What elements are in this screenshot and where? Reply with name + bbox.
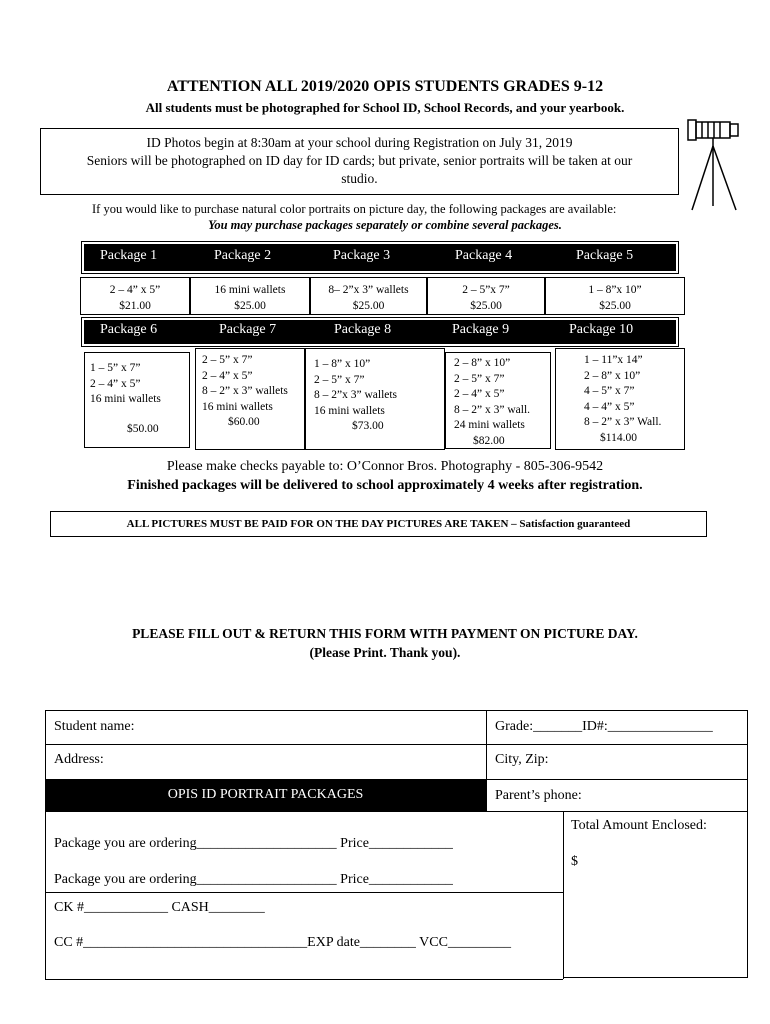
package-2-title: Package 2 <box>214 248 272 263</box>
package-10-line: 1 – 11”x 14” <box>584 354 643 366</box>
grade-id-field[interactable]: Grade:_______ID#:_______________ <box>495 719 713 734</box>
package-5-line: 1 – 8”x 10” <box>588 284 642 296</box>
check-cash-field[interactable]: CK #____________ CASH________ <box>54 900 265 915</box>
package-5-details <box>545 277 685 315</box>
credit-card-field[interactable]: CC #________________________________EXP date________ VCC_________ <box>54 935 511 950</box>
package-9-line: 2 – 4” x 5” <box>454 388 505 400</box>
student-name-field[interactable]: Student name: <box>54 719 135 734</box>
package-3-line: 8– 2”x 3” wallets <box>328 284 409 296</box>
purchase-note-combine: You may purchase packages separately or combine several packages. <box>208 218 562 232</box>
package-6-price: $50.00 <box>127 422 159 435</box>
package-4-title: Package 4 <box>455 248 513 263</box>
package-8-line: 1 – 8” x 10” <box>314 358 371 370</box>
package-6-line: 1 – 5” x 7” <box>90 362 141 374</box>
package-10-line: 4 – 4” x 5” <box>584 400 635 413</box>
package-10-price: $114.00 <box>600 431 637 444</box>
package-2-line: 16 mini wallets <box>214 284 286 296</box>
fill-out-instruction: PLEASE FILL OUT & RETURN THIS FORM WITH PAYMENT ON PICTURE DAY. <box>132 626 638 641</box>
package-order-field-1[interactable]: Package you are ordering____________________ Price____________ <box>54 836 453 851</box>
package-9-line: 24 mini wallets <box>454 419 525 431</box>
package-3-details <box>310 277 427 315</box>
package-1-title: Package 1 <box>100 248 158 263</box>
package-8-price: $73.00 <box>352 420 384 432</box>
package-2-details <box>190 277 310 315</box>
purchase-note: If you would like to purchase natural color portraits on picture day, the following packages are available: <box>92 202 617 216</box>
id-notice-line2: Seniors will be photographed on ID day for ID cards; but private, senior portraits will be taken at our <box>86 153 633 168</box>
package-7-line: 2 – 5” x 7” <box>202 354 253 366</box>
package-9-details <box>445 352 551 449</box>
package-10-title: Package 10 <box>569 322 634 337</box>
id-notice-line3: studio. <box>341 171 378 186</box>
package-header-row-1 <box>84 244 676 271</box>
city-zip-field[interactable]: City, Zip: <box>495 752 549 767</box>
package-1-details <box>80 277 190 315</box>
total-amount-label: Total Amount Enclosed: <box>571 818 707 833</box>
package-9-line: 2 – 5” x 7” <box>454 372 505 385</box>
package-8-line: 16 mini wallets <box>314 404 385 417</box>
package-8-line: 2 – 5” x 7” <box>314 373 365 386</box>
package-9-title: Package 9 <box>452 322 510 337</box>
camera-icon <box>684 114 744 214</box>
package-3-price: $25.00 <box>352 299 385 312</box>
package-3-title: Package 3 <box>333 248 391 263</box>
package-4-line: 2 – 5”x 7” <box>462 284 510 296</box>
package-7-line: 8 – 2” x 3” wallets <box>202 385 288 397</box>
order-form <box>45 710 748 980</box>
page-subtitle: All students must be photographed for School ID, School Records, and your yearbook. <box>145 100 625 115</box>
package-10-line: 4 – 5” x 7” <box>584 385 635 397</box>
package-2-price: $25.00 <box>234 299 266 312</box>
package-6-details <box>84 352 190 448</box>
package-7-price: $60.00 <box>228 416 260 428</box>
package-order-field-2[interactable]: Package you are ordering____________________ Price____________ <box>54 872 453 887</box>
package-9-line: 8 – 2” x 3” wall. <box>454 403 531 416</box>
package-4-details <box>427 277 545 315</box>
package-8-title: Package 8 <box>334 322 392 337</box>
delivery-note: Finished packages will be delivered to school approximately 4 weeks after registration. <box>127 478 643 493</box>
parents-phone-field[interactable]: Parent’s phone: <box>495 788 582 803</box>
address-field[interactable]: Address: <box>54 752 104 767</box>
package-7-title: Package 7 <box>219 322 277 337</box>
package-8-line: 8 – 2”x 3” wallets <box>314 389 398 401</box>
package-10-line: 2 – 8” x 10” <box>584 369 641 382</box>
payment-notice: ALL PICTURES MUST BE PAID FOR ON THE DAY PICTURES ARE TAKEN – Satisfaction guaranteed <box>50 511 707 537</box>
package-9-line: 2 – 8” x 10” <box>454 357 511 369</box>
package-10-line: 8 – 2” x 3” Wall. <box>584 416 662 428</box>
total-amount-field[interactable]: $ <box>571 854 578 869</box>
package-5-title: Package 5 <box>576 248 634 263</box>
package-7-details <box>195 348 305 450</box>
package-6-title: Package 6 <box>100 322 158 337</box>
package-9-price: $82.00 <box>473 434 505 447</box>
please-print-note: (Please Print. Thank you). <box>309 645 461 660</box>
packages-header-label: OPIS ID PORTRAIT PACKAGES <box>167 787 364 802</box>
package-7-line: 2 – 4” x 5” <box>202 369 253 382</box>
package-7-line: 16 mini wallets <box>202 400 273 413</box>
package-1-line: 2 – 4” x 5” <box>109 284 161 296</box>
package-header-row-2 <box>84 320 676 344</box>
page-title: ATTENTION ALL 2019/2020 OPIS STUDENTS GRADES 9-12 <box>166 78 604 95</box>
package-6-line: 16 mini wallets <box>90 393 161 405</box>
checks-payable-note: Please make checks payable to: O’Connor Bros. Photography - 805-306-9542 <box>166 459 604 474</box>
id-photos-notice <box>40 128 679 195</box>
package-10-details <box>555 348 685 450</box>
package-4-price: $25.00 <box>470 299 502 312</box>
id-notice-line1: ID Photos begin at 8:30am at your school during Registration on July 31, 2019 <box>146 135 573 150</box>
package-6-line: 2 – 4” x 5” <box>90 377 141 390</box>
package-5-price: $25.00 <box>599 299 631 312</box>
package-8-details <box>305 348 445 450</box>
package-1-price: $21.00 <box>119 299 151 312</box>
